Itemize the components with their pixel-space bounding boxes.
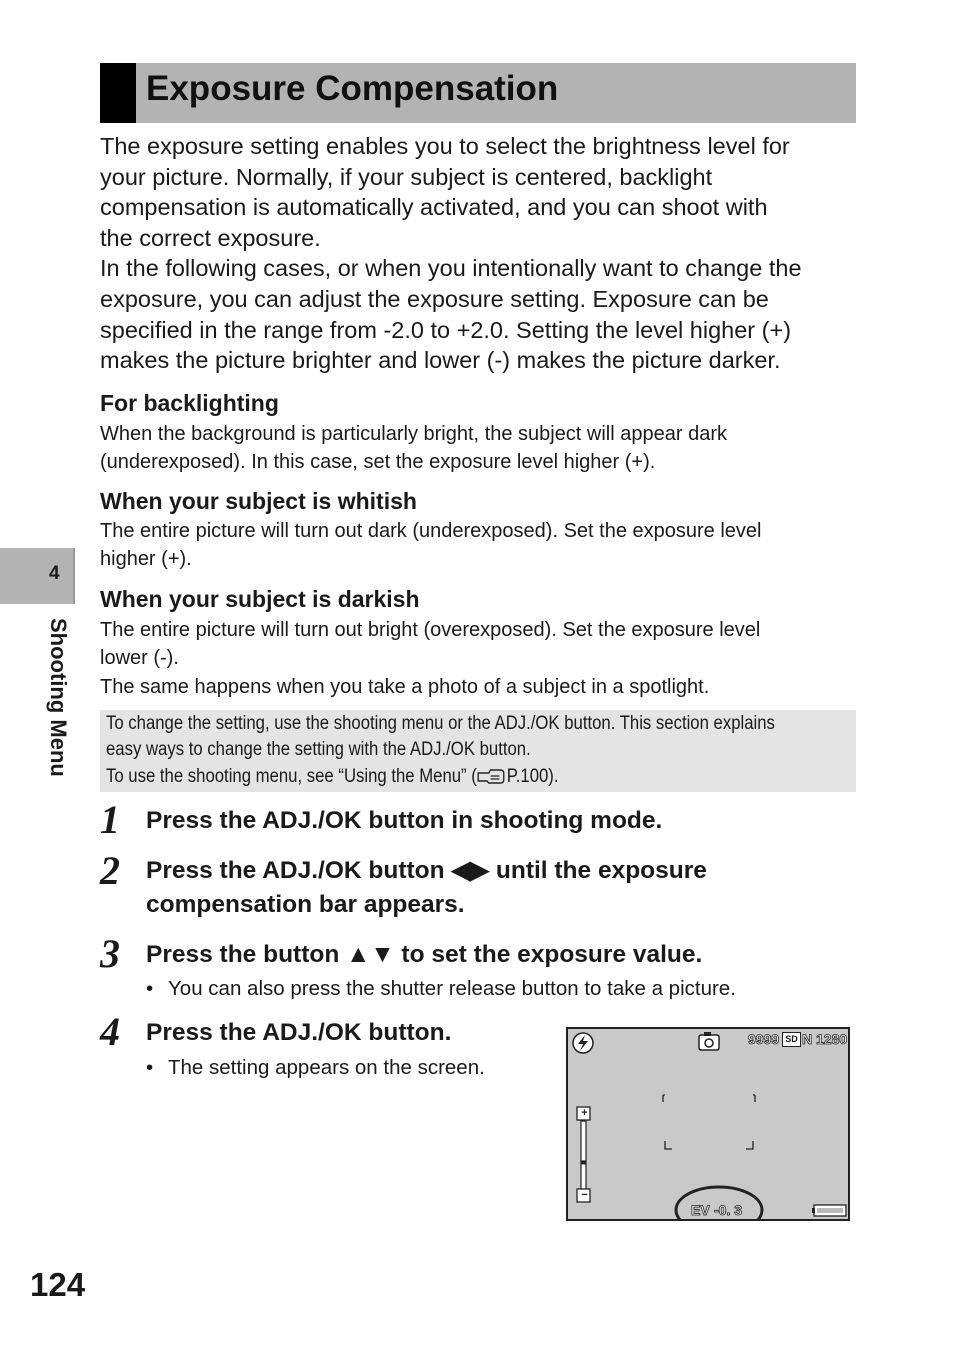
exposure-plus-icon: + [581, 1107, 588, 1119]
sd-card-icon: SD [782, 1032, 801, 1047]
exposure-level-fill [581, 1160, 586, 1164]
bullet-dot: • [146, 1056, 154, 1079]
body-line: The same happens when you take a photo of a subject in a spotlight. [100, 676, 710, 698]
note-box [100, 710, 856, 792]
quality-size: N 1280 [802, 1031, 848, 1047]
step-number: 4 [100, 1009, 120, 1054]
chapter-tab [0, 548, 74, 604]
exposure-bar [577, 1107, 590, 1202]
focus-frame-icon [663, 1095, 755, 1149]
step-text [146, 854, 707, 922]
section-heading-darkish: When your subject is darkish [100, 586, 420, 612]
step-text [146, 938, 702, 972]
note-line-reference [106, 765, 559, 791]
intro-line: exposure, you can adjust the exposure setting. Exposure can be [100, 285, 769, 312]
step-number: 1 [100, 797, 120, 842]
step-text-part: Press the button [146, 941, 347, 968]
body-line: lower (-). [100, 646, 179, 669]
ev-value: -0. 3 [714, 1202, 743, 1218]
intro-line: compensation is automatically activated, and you can shoot with [100, 194, 768, 221]
title-marker [100, 63, 136, 123]
body-line: When the background is particularly bright, the subject will appear dark [100, 423, 727, 445]
shots-remaining: 9999 [748, 1031, 780, 1047]
section-body-backlighting [100, 421, 860, 476]
exposure-minus-icon: − [581, 1189, 588, 1201]
intro-line: specified in the range from -2.0 to +2.0. Setting the level higher (+) [100, 316, 792, 343]
intro-line: the correct exposure. [100, 224, 321, 251]
chapter-number: 4 [49, 563, 60, 584]
chapter-tab-divider [73, 548, 75, 604]
body-line: The entire picture will turn out bright (overexposed). Set the exposure level [100, 619, 761, 641]
camera-mode-icon [699, 1032, 719, 1050]
body-line: (underexposed). In this case, set the exposure level higher (+). [100, 450, 656, 473]
note-ref-prefix: To use the shooting menu, see “Using the Menu” ( [106, 766, 477, 787]
step-text-part: until the exposure [489, 857, 707, 884]
step-text-part: Press the ADJ./OK button [146, 857, 452, 884]
section-body-darkish [100, 617, 860, 702]
up-down-arrows-icon: ▲▼ [346, 941, 395, 968]
bullet-dot: • [146, 977, 154, 1000]
section-body-whitish [100, 518, 860, 573]
chapter-label: Shooting Menu [46, 618, 71, 777]
bullet-item [146, 977, 736, 1001]
page-number: 124 [30, 1266, 86, 1303]
section-heading-backlighting: For backlighting [100, 390, 279, 416]
page-title: Exposure Compensation [146, 69, 559, 108]
note-line: To change the setting, use the shooting menu or the ADJ./OK button. This section explains [106, 713, 775, 734]
bullet-text: The setting appears on the screen. [168, 1056, 485, 1079]
pointing-hand-icon [477, 765, 507, 791]
body-line: The entire picture will turn out dark (underexposed). Set the exposure level [100, 520, 762, 542]
intro-line: makes the picture brighter and lower (-) makes the picture darker. [100, 347, 781, 374]
section-heading-whitish: When your subject is whitish [100, 488, 417, 514]
step-text: Press the ADJ./OK button in shooting mode. [146, 807, 663, 834]
battery-icon [812, 1205, 846, 1216]
intro-paragraph [100, 131, 860, 376]
left-right-arrows-icon: ◀▶ [451, 857, 490, 884]
flash-auto-icon [573, 1033, 593, 1053]
step-text-part: to set the exposure value. [394, 941, 703, 968]
step-number: 3 [100, 931, 120, 976]
step-text: Press the ADJ./OK button. [146, 1019, 452, 1046]
body-line: higher (+). [100, 547, 192, 570]
intro-line: In the following cases, or when you intentionally want to change the [100, 255, 802, 282]
bullet-item [146, 1056, 485, 1080]
note-line: easy ways to change the setting with the ADJ./OK button. [106, 739, 531, 760]
camera-screen [566, 1027, 850, 1221]
ev-label: EV [691, 1202, 710, 1218]
note-ref-page[interactable]: P.100). [506, 766, 559, 787]
title-bar [100, 63, 856, 123]
intro-line: The exposure setting enables you to select the brightness level for [100, 133, 790, 159]
step-number: 2 [100, 848, 120, 893]
intro-line: your picture. Normally, if your subject is centered, backlight [100, 163, 713, 190]
step-text-part: compensation bar appears. [146, 891, 465, 918]
bullet-text: You can also press the shutter release button to take a picture. [168, 977, 736, 1000]
